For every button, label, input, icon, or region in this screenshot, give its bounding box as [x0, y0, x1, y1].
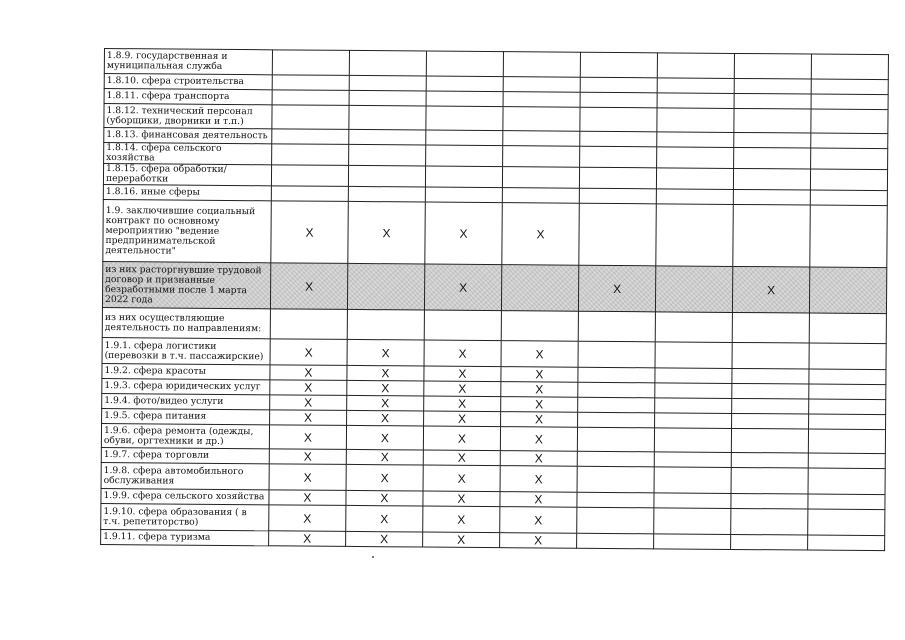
table-cell: X: [423, 450, 500, 466]
row-label: 1.8.10. сфера строительства: [104, 74, 272, 90]
table-cell: [734, 147, 811, 169]
table-cell: [657, 108, 734, 133]
table-cell: X: [500, 427, 577, 452]
table-cell: X: [270, 365, 347, 381]
scan-speck: [372, 556, 374, 558]
table-cell: [270, 309, 347, 340]
table-cell: [655, 368, 732, 384]
table-cell: X: [424, 381, 501, 397]
table-cell: [272, 90, 349, 106]
table-cell: X: [500, 451, 577, 467]
table-cell: X: [501, 412, 578, 428]
table-cell: X: [423, 465, 500, 492]
table-cell: X: [347, 365, 424, 381]
table-cell: [811, 109, 888, 134]
table-cell: [655, 342, 732, 369]
table-cell: X: [347, 410, 424, 426]
table-cell: [272, 129, 349, 145]
table-cell: [809, 414, 886, 430]
table-cell: [811, 148, 888, 170]
row-label: 1.9.7. сфера торговли: [101, 447, 269, 463]
table-cell: [577, 466, 654, 493]
table-cell: [348, 165, 425, 187]
table-cell: [577, 492, 654, 508]
table-cell: X: [500, 466, 577, 493]
table-cell: [348, 186, 425, 202]
table-cell: [731, 452, 808, 468]
table-cell: [654, 493, 731, 509]
table-cell: [272, 144, 349, 166]
table-cell: [811, 79, 888, 95]
table-cell: [734, 78, 811, 94]
table-cell: [809, 343, 886, 370]
table-cell: [733, 204, 810, 267]
table-cell: [426, 76, 503, 92]
table-cell: [809, 399, 886, 415]
table-cell: X: [270, 339, 347, 366]
table-cell: [732, 383, 809, 399]
table-cell: [349, 105, 426, 130]
row-label: 1.9.2. сфера красоты: [102, 363, 270, 379]
table-cell: [811, 54, 888, 80]
table-cell: X: [269, 449, 346, 465]
row-label: 1.8.16. иные сферы: [103, 184, 271, 200]
row-label: 1.9. заключившие социальный контракт по основному мероприятию "ведение предпринимательской деятельности": [103, 199, 271, 262]
table-cell: [425, 187, 502, 203]
table-cell: X: [346, 531, 423, 547]
table-cell: [426, 130, 503, 146]
table-body: [101, 49, 889, 551]
table-cell: X: [270, 410, 347, 426]
row-label: 1.9.5. сфера питания: [102, 408, 270, 424]
row-label: 1.9.6. сфера ремонта (одежды, обуви, оргтехники и др.): [101, 423, 269, 448]
table-cell: [657, 78, 734, 94]
table-cell: [731, 428, 808, 453]
table-cell: [424, 310, 501, 341]
row-label: 1.8.13. финансовая деятельность: [104, 128, 272, 144]
table-cell: X: [501, 367, 578, 383]
table-cell: [733, 189, 810, 205]
table-cell: X: [423, 532, 500, 548]
table-cell: X: [346, 464, 423, 491]
table-cell: [731, 534, 808, 550]
table-cell: [731, 467, 808, 494]
table-cell: X: [501, 397, 578, 413]
table-cell: X: [269, 425, 346, 450]
table-cell: [655, 312, 732, 343]
row-label: 1.9.9. сфера сельского хозяйства: [101, 488, 269, 504]
table-cell: [578, 382, 655, 398]
table-cell: [809, 267, 886, 314]
table-cell: [811, 133, 888, 149]
row-label: 1.9.4. фото/видео услуги: [102, 393, 270, 409]
table-cell: X: [423, 491, 500, 507]
table-cell: [425, 166, 502, 188]
table-cell: X: [424, 340, 501, 367]
row-label: 1.8.12. технический персонал (уборщики, дворники и т.п.): [104, 104, 272, 129]
table-cell: [733, 168, 810, 190]
table-cell: [578, 341, 655, 368]
table-cell: [579, 188, 656, 204]
table-cell: [654, 428, 731, 453]
table-cell: [655, 266, 732, 313]
row-label: 1.9.8. сфера автомобильного обслуживания: [101, 462, 269, 489]
table-cell: X: [501, 341, 578, 368]
table-cell: [655, 413, 732, 429]
table-cell: [734, 93, 811, 109]
table-cell: X: [269, 531, 346, 547]
table-cell: X: [269, 490, 346, 506]
table-cell: [731, 508, 808, 535]
table-cell: X: [424, 411, 501, 427]
table-cell: X: [346, 505, 423, 532]
table-cell: X: [269, 464, 346, 491]
table-cell: [426, 51, 503, 77]
table-cell: [811, 94, 888, 110]
table-cell: [654, 452, 731, 468]
table-cell: X: [346, 425, 423, 450]
table-cell: [503, 131, 580, 147]
table-cell: [654, 534, 731, 550]
table-cell: X: [500, 507, 577, 534]
table-cell: [808, 468, 885, 495]
table-cell: X: [271, 201, 348, 264]
table-cell: [731, 493, 808, 509]
row-label: 1.9.11. сфера туризма: [101, 529, 269, 545]
table-cell: [657, 132, 734, 148]
table-cell: [580, 92, 657, 108]
table-cell: [808, 509, 885, 536]
table-cell: X: [270, 395, 347, 411]
row-label: 1.8.9. государственная и муниципальная служба: [104, 49, 272, 75]
table-cell: [808, 429, 885, 454]
table-cell: X: [423, 506, 500, 533]
table-cell: [732, 368, 809, 384]
table-cell: [349, 144, 426, 166]
table-row: [103, 199, 887, 267]
table-cell: X: [270, 263, 347, 310]
table-cell: [810, 205, 887, 268]
row-label: 1.9.10. сфера образования ( в т.ч. репетиторство): [101, 503, 269, 530]
table-cell: [578, 397, 655, 413]
table-cell: X: [425, 202, 502, 265]
table-cell: [426, 91, 503, 107]
table-cell: [654, 467, 731, 494]
table-cell: [655, 383, 732, 399]
table-cell: [577, 451, 654, 467]
table-cell: X: [424, 366, 501, 382]
table-cell: [656, 168, 733, 190]
table-cell: [579, 167, 656, 189]
table-cell: [502, 167, 579, 189]
table-cell: [503, 52, 580, 78]
table-cell: [732, 312, 809, 343]
table-cell: [503, 77, 580, 93]
table-cell: [808, 494, 885, 510]
table-cell: [657, 53, 734, 79]
table-cell: [272, 50, 349, 76]
table-cell: X: [423, 426, 500, 451]
table-cell: [272, 75, 349, 91]
table-cell: X: [732, 266, 809, 313]
table-cell: [577, 533, 654, 549]
row-label: 1.8.14. сфера сельского хозяйства: [104, 143, 272, 165]
table-cell: X: [346, 449, 423, 465]
row-label: из них осуществляющие деятельность по направлениям:: [102, 307, 270, 338]
table-cell: X: [424, 396, 501, 412]
table-cell: X: [502, 203, 579, 266]
table-cell: [808, 453, 885, 469]
table-cell: [347, 309, 424, 340]
table-cell: [734, 108, 811, 133]
table-cell: X: [500, 492, 577, 508]
table-cell: [349, 90, 426, 106]
table-cell: [580, 146, 657, 168]
table-cell: X: [269, 505, 346, 532]
table-cell: [580, 77, 657, 93]
row-label: 1.9.1. сфера логистики (перевозки в т.ч. пассажирские): [102, 337, 270, 364]
table-cell: [577, 427, 654, 452]
table-cell: X: [346, 490, 423, 506]
table-cell: [580, 52, 657, 78]
table-cell: [349, 75, 426, 91]
table-cell: X: [578, 265, 655, 312]
table-cell: X: [347, 395, 424, 411]
table-cell: X: [424, 264, 501, 311]
table-cell: [501, 311, 578, 342]
table-cell: X: [348, 201, 425, 264]
table-cell: [656, 189, 733, 205]
row-label: 1.9.3. сфера юридических услуг: [102, 378, 270, 394]
table-cell: [734, 132, 811, 148]
table-cell: [426, 106, 503, 131]
table-cell: [734, 53, 811, 79]
table-cell: [655, 398, 732, 414]
table-cell: [271, 186, 348, 202]
row-label: 1.8.11. сфера транспорта: [104, 89, 272, 105]
table-cell: [657, 93, 734, 109]
table-cell: [501, 265, 578, 312]
table-row: [102, 261, 886, 313]
table-cell: [732, 398, 809, 414]
table-cell: [503, 107, 580, 132]
table-cell: [272, 105, 349, 130]
table-cell: [809, 384, 886, 400]
table-cell: X: [501, 382, 578, 398]
table-cell: [810, 190, 887, 206]
statistics-table: [100, 48, 889, 551]
table-cell: [349, 129, 426, 145]
table-cell: [503, 92, 580, 108]
table-cell: [654, 508, 731, 535]
table-cell: [578, 412, 655, 428]
table-cell: [579, 203, 656, 266]
table-cell: [809, 369, 886, 385]
table-cell: [808, 535, 885, 551]
table-cell: [577, 507, 654, 534]
table-cell: [657, 147, 734, 169]
table-cell: X: [347, 380, 424, 396]
table-cell: X: [347, 339, 424, 366]
row-label: 1.8.15. сфера обработки/переработки: [103, 164, 271, 186]
table-cell: [347, 263, 424, 310]
table-cell: [578, 311, 655, 342]
table-cell: [580, 131, 657, 147]
table-cell: [502, 188, 579, 204]
table-cell: [732, 413, 809, 429]
row-label: из них расторгнувшие трудовой договор и признанные безработными после 1 марта 2022 года: [102, 261, 270, 308]
table-cell: [349, 50, 426, 76]
table-cell: [578, 367, 655, 383]
table-cell: [271, 165, 348, 187]
table-cell: [810, 169, 887, 191]
table-cell: [732, 342, 809, 369]
table-cell: X: [500, 533, 577, 549]
table-cell: [656, 204, 733, 267]
table-cell: X: [270, 380, 347, 396]
table-cell: [580, 107, 657, 132]
table-cell: [426, 145, 503, 167]
table-cell: [503, 146, 580, 168]
table-cell: [809, 313, 886, 344]
